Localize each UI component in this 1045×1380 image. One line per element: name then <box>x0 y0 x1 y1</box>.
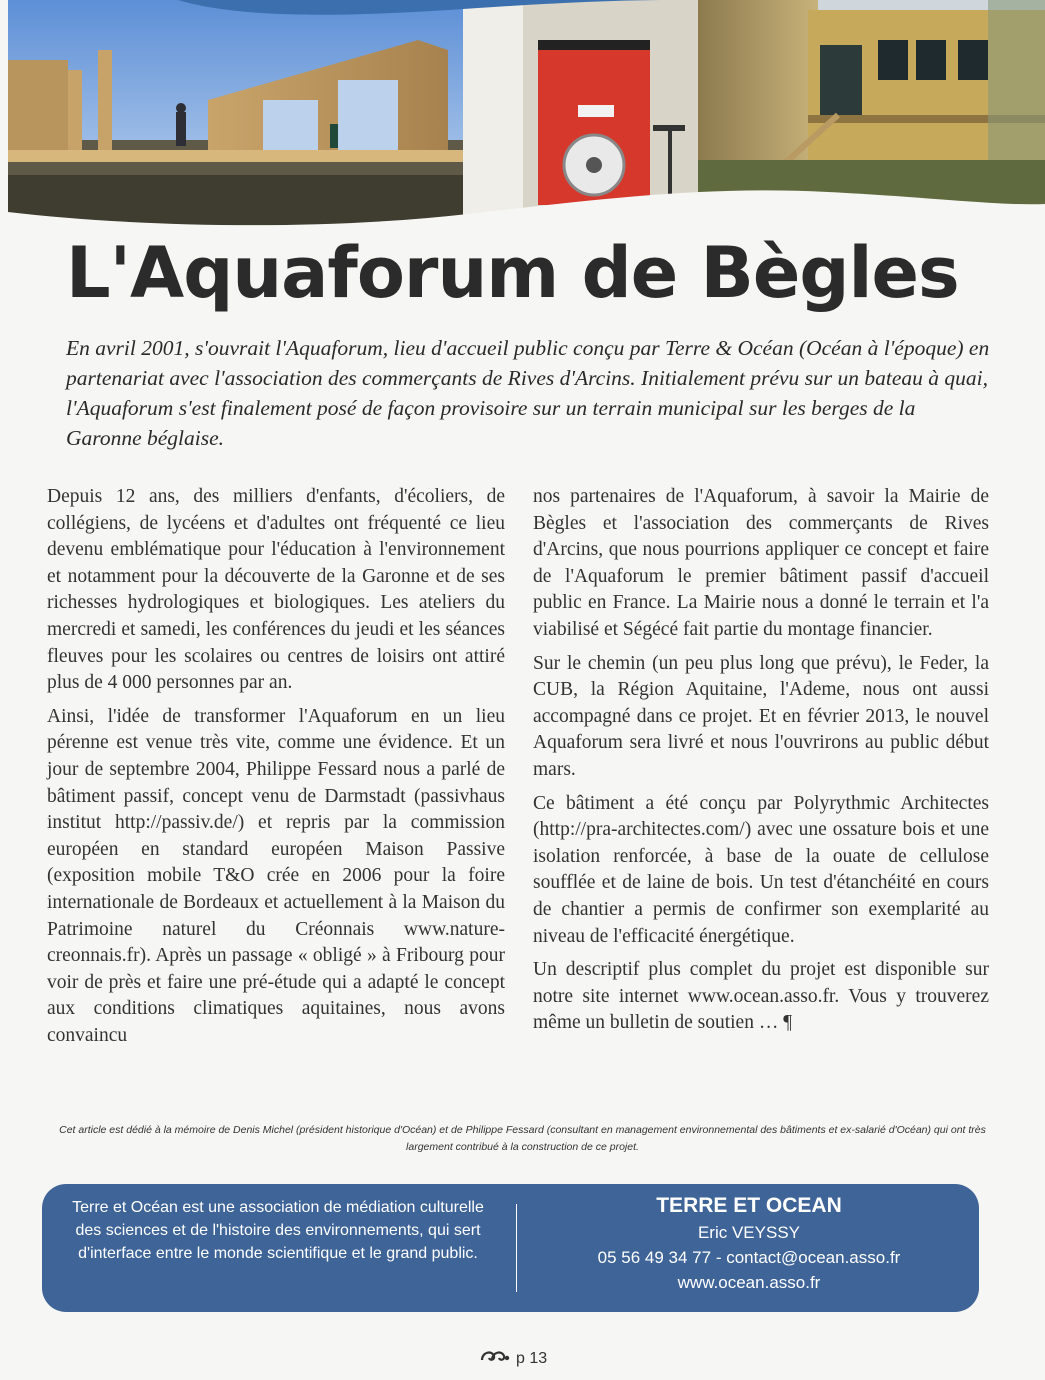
body-paragraph: Sur le chemin (un peu plus long que prévu), le Feder, la CUB, la Région Aquitaine, l'Ademe, nous ont aussi accompagné dans ce projet. Et en février 2013, le nouvel Aquaforum sera livré et nous l'ouvrirons au public début mars. <box>533 652 989 780</box>
page-number <box>480 1348 547 1369</box>
website-link[interactable]: www.ocean.asso.fr <box>677 1273 821 1292</box>
body-paragraph: Un descriptif plus complet du projet est disponible sur notre site internet www.ocean.asso.fr. Vous y trouverez même un bulletin de soutien … ¶ <box>533 959 989 1034</box>
body-paragraph: Ce bâtiment a été conçu par Polyrythmic Architectes (http://pra-architectes.com/) avec une ossature bois et une isolation renforcée, à base de la ouate de cellulose soufflée et de laine de bois. Un test d'étanchéité en cours de chantier a permis de confirmer son exemplarité au niveau de l'efficacité énergétique. <box>533 792 989 947</box>
body-paragraph: Depuis 12 ans, des milliers d'enfants, d'écoliers, de collégiens, de lycéens et d'adultes ont fréquenté ce lieu devenu emblématique pour l'éducation à l'environnement et notamment pour la découverte de la Garonne et de ses richesses hydrologiques et biologiques. Les ateliers du mercredi et samedi, les conférences du jeudi et les séances fleuves pour les scolaires ou centres de loisirs ont attiré plus de 4 000 personnes par an. <box>47 486 505 694</box>
body-column-left <box>47 484 505 1056</box>
ocean-logo-icon <box>480 1348 510 1369</box>
contact-name: Eric VEYSSY <box>697 1223 801 1242</box>
contact-phone-email: 05 56 49 34 77 - contact@ocean.asso.fr <box>597 1248 901 1267</box>
footer-divider <box>516 1204 517 1292</box>
hero-photo-banner <box>8 0 1045 245</box>
page-number-label: p 13 <box>516 1349 548 1367</box>
contact-block <box>534 1192 964 1295</box>
article-intro: En avril 2001, s'ouvrait l'Aquaforum, lieu d'accueil public conçu par Terre & Océan (Océan à l'époque) en partenariat avec l'association des commerçants de Rives d'Arcins. Initialement prévu sur un bateau à quai, l'Aquaforum s'est finalement posé de façon provisoire sur un terrain municipal sur les berges de la Garonne béglaise. <box>66 336 990 450</box>
body-paragraph: Ainsi, l'idée de transformer l'Aquaforum en un lieu pérenne est venue très vite, comme une évidence. Et un jour de septembre 2004, Philippe Fessard nous a parlé de bâtiment passif, concept venu de Darmstadt (passivhaus institut http://passiv.de/) et repris par la commission européen en standard européen Maison Passive (exposition mobile T&O crée en 2006 pour la foire internationale de Bordeaux et actuellement à la Maison du Patrimoine naturel du Créonnais www.nature-creonnais.fr). Après un passage « obligé » à Fribourg pour voir de près et faire une pré-étude qui a adapté le concept aux conditions climatiques aquitaines, nous avons convaincu <box>47 705 505 1046</box>
article-title: L'Aquaforum de Bègles <box>66 232 959 314</box>
organization-name: TERRE ET OCEAN <box>656 1194 842 1217</box>
body-column-right <box>533 484 989 1044</box>
body-paragraph: nos partenaires de l'Aquaforum, à savoir la Mairie de Bègles et l'association des commerçants de Rives d'Arcins, que nous pourrions appliquer ce concept et faire de l'Aquaforum le premier bâtiment passif d'accueil public en France. La Mairie nous a donné le terrain et l'a viabilisé et Ségécé fait partie du montage financier. <box>533 486 989 640</box>
construction-photos-illustration <box>8 0 1045 245</box>
association-description: Terre et Océan est une association de médiation culturelle des sciences et de l'histoire des environnements, qui sert d'interface entre le monde scientifique et le grand public. <box>72 1199 484 1262</box>
dedication-note: Cet article est dédié à la mémoire de Denis Michel (président historique d'Océan) et de Philippe Fessard (consultant en management environnemental des bâtiments et ex-salarié d'Océan) qui ont très largement contribué à la construction de ce projet. <box>59 1124 986 1153</box>
association-info-box <box>42 1184 979 1312</box>
